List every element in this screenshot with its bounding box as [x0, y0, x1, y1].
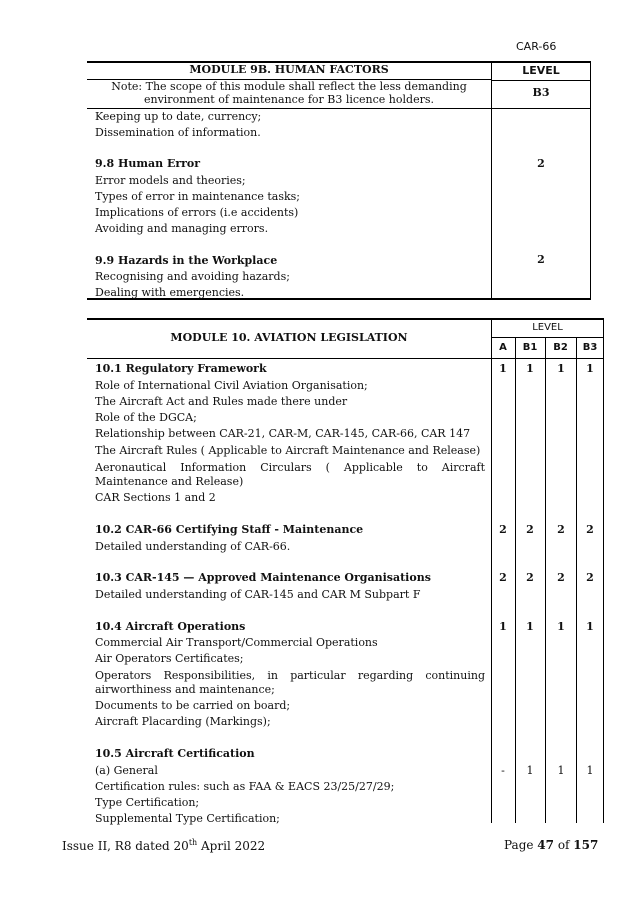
col-header-b2: B2: [553, 342, 568, 353]
footer-issue-sup: th: [188, 838, 198, 847]
page-total: 157: [573, 838, 599, 852]
list-item: Aircraft Placarding (Markings);: [95, 715, 271, 728]
section-heading-9-8: 9.8 Human Error: [95, 157, 201, 170]
list-item: Dealing with emergencies.: [95, 286, 245, 299]
section-heading-10-4: 10.4 Aircraft Operations: [95, 620, 246, 633]
list-item: (a) General: [95, 764, 158, 777]
level-10-5-a: -: [501, 764, 505, 777]
list-item: Certification rules: such as FAA & EACS 23/25/27/29;: [95, 780, 395, 793]
list-item: Implications of errors (i.e accidents): [95, 206, 299, 219]
level-10-3-b3: 2: [586, 571, 594, 584]
level-10-1-a: 1: [499, 362, 507, 375]
list-item: Keeping up to date, currency;: [95, 110, 262, 123]
col-header-b1: B1: [522, 342, 538, 353]
module-10-title: MODULE 10. AVIATION LEGISLATION: [170, 331, 408, 344]
list-item: Relationship between CAR-21, CAR-M, CAR-145, CAR-66, CAR 147: [95, 427, 471, 440]
footer-issue-prefix: Issue II, R8 dated 20: [62, 839, 189, 853]
list-item: Types of error in maintenance tasks;: [95, 190, 300, 203]
level-10-3-b2: 2: [557, 571, 565, 584]
page-of: of: [554, 838, 574, 852]
section-heading-10-2: 10.2 CAR-66 Certifying Staff - Maintenance: [95, 523, 364, 536]
module-9b-level-header: LEVEL: [522, 64, 560, 77]
module-9b-note-line2: environment of maintenance for B3 licence holders.: [143, 93, 434, 106]
module-9b-title: MODULE 9B. HUMAN FACTORS: [189, 63, 389, 76]
level-9-8: 2: [537, 157, 545, 170]
level-10-4-b1: 1: [526, 620, 534, 633]
level-10-3-b1: 2: [526, 571, 534, 584]
list-item: Aeronautical Information Circulars ( Applicable to Aircraft Maintenance and Release): [95, 461, 485, 488]
document-code: CAR-66: [516, 40, 557, 53]
list-item: Detailed understanding of CAR-66.: [95, 540, 291, 553]
list-item: Commercial Air Transport/Commercial Operations: [95, 636, 378, 649]
section-heading-10-1: 10.1 Regulatory Framework: [95, 362, 267, 375]
level-10-4-b2: 1: [557, 620, 565, 633]
list-item: The Aircraft Rules ( Applicable to Aircraft Maintenance and Release): [95, 444, 481, 457]
module-10-level-header: LEVEL: [532, 322, 563, 333]
level-10-2-b1: 2: [526, 523, 534, 536]
page-num: 47: [537, 838, 554, 852]
list-item: The Aircraft Act and Rules made there under: [95, 395, 348, 408]
footer-page-number: [504, 838, 598, 852]
level-10-2-b2: 2: [557, 523, 565, 536]
level-10-4-b3: 1: [586, 620, 594, 633]
level-10-2-a: 2: [499, 523, 507, 536]
section-heading-10-5: 10.5 Aircraft Certification: [95, 747, 255, 760]
col-header-b3: B3: [582, 342, 598, 353]
level-10-4-a: 1: [499, 620, 507, 633]
level-10-1-b3: 1: [586, 362, 594, 375]
level-10-1-b2: 1: [557, 362, 565, 375]
level-10-5-b2: 1: [557, 764, 565, 777]
footer-issue: [62, 838, 265, 853]
list-item: CAR Sections 1 and 2: [95, 491, 216, 504]
list-item: Operators Responsibilities, in particular regarding continuing airworthiness and maintenance;: [95, 669, 485, 696]
list-item: Recognising and avoiding hazards;: [95, 270, 290, 283]
list-item: Role of the DGCA;: [95, 411, 197, 424]
section-heading-9-9: 9.9 Hazards in the Workplace: [95, 254, 278, 267]
list-item: Air Operators Certificates;: [95, 652, 244, 665]
level-10-5-b1: 1: [526, 764, 534, 777]
footer-issue-suffix: April 2022: [197, 839, 266, 853]
list-item: Role of International Civil Aviation Organisation;: [95, 379, 368, 392]
module-9b-note-line1: Note: The scope of this module shall reflect the less demanding: [111, 80, 467, 93]
list-item: Dissemination of information.: [95, 126, 261, 139]
page-label: Page: [504, 838, 538, 852]
list-item: Avoiding and managing errors.: [95, 222, 269, 235]
level-10-5-b3: 1: [586, 764, 594, 777]
section-heading-10-3: 10.3 CAR-145 — Approved Maintenance Organisations: [95, 571, 431, 584]
list-item: Supplemental Type Certification;: [95, 812, 280, 825]
col-header-a: A: [499, 342, 507, 353]
module-9b-col-b3: B3: [532, 86, 550, 99]
level-10-1-b1: 1: [526, 362, 534, 375]
level-10-3-a: 2: [499, 571, 507, 584]
list-item: Detailed understanding of CAR-145 and CAR M Subpart F: [95, 588, 421, 601]
level-9-9: 2: [537, 253, 545, 266]
list-item: Error models and theories;: [95, 174, 246, 187]
list-item: Documents to be carried on board;: [95, 699, 291, 712]
level-10-2-b3: 2: [586, 523, 594, 536]
list-item: Type Certification;: [95, 796, 200, 809]
